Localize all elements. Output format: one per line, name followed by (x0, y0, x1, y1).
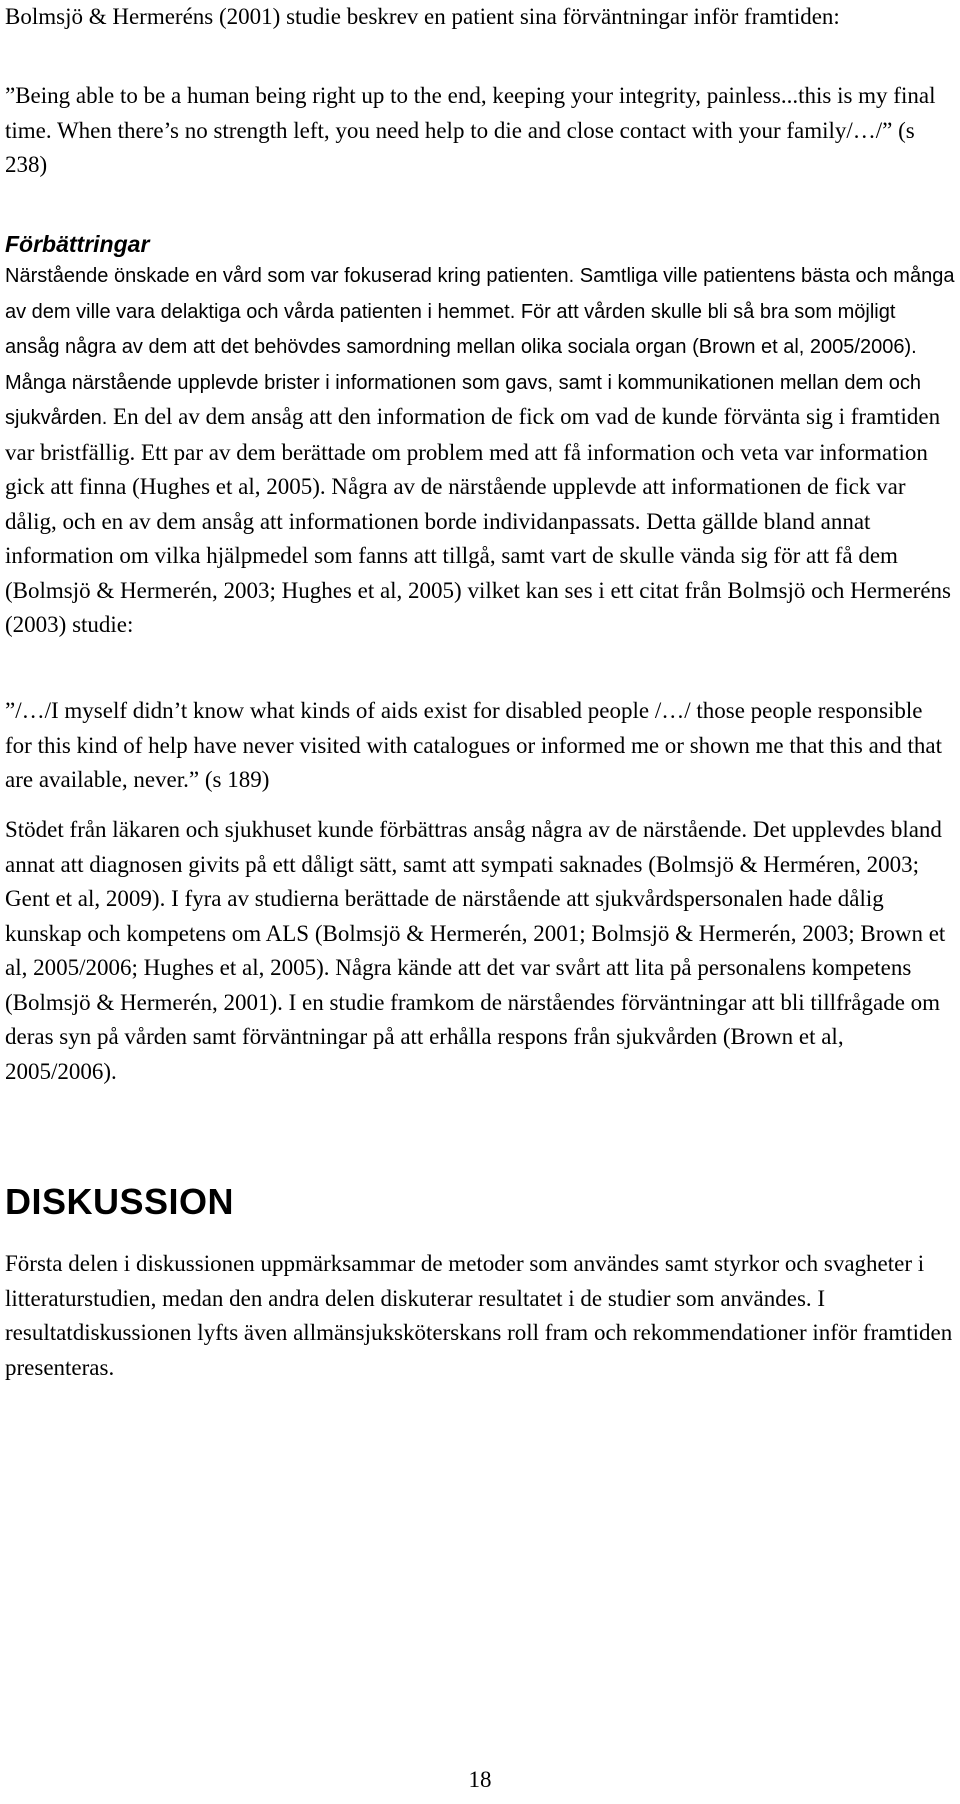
intro-paragraph: Bolmsjö & Hermeréns (2001) studie beskrev en patient sina förväntningar inför framtiden: (5, 4, 840, 29)
paragraph-diskussion-intro: Första delen i diskussionen uppmärksammar de metoder som användes samt styrkor och svagheter i litteraturstudien, medan den andra delen diskuterar resultatet i de studier som användes. I resultatdiskussionen lyfts även allmänsjuksköterskans roll fram och rekommendationer inför framtiden presenteras. (5, 1251, 953, 1380)
quote-block-1: ”Being able to be a human being right up to the end, keeping your integrity, painless...this is my final time. When there’s no strength left, you need help to die and close contact with your family/…/” (s 238) (5, 83, 936, 177)
quote-block-2: ”/…/I myself didn’t know what kinds of aids exist for disabled people /…/ those people responsible for this kind of help have never visited with catalogues or informed me or shown me that this and that are available, never.” (s 189) (5, 698, 943, 792)
section-heading-diskussion: DISKUSSION (5, 1181, 235, 1222)
paragraph-stodet: Stödet från läkaren och sjukhuset kunde förbättras ansåg några av de närstående. Det upplevdes bland annat att diagnosen givits på ett dåligt sätt, samt att sympati saknades (Bolmsjö & Herméren, 2003; Gent et al, 2009). I fyra av studierna berättade de närstående att sjukvårdspersonalen hade dålig kunskap och kompetens om ALS (Bolmsjö & Hermerén, 2001; Bolmsjö & Hermerén, 2003; Brown et al, 2005/2006; Hughes et al, 2005). Några kände att det var svårt att lita på personalens kompetens (Bolmsjö & Hermerén, 2001). I en studie framkom de närståendes förväntningar att bli tillfrågade om deras syn på vården samt förväntningar på att erhålla respons från sjukvården (Brown et al, 2005/2006). (5, 817, 946, 1084)
paragraph-forbattringar-part1: Närstående önskade en vård som var fokuserad kring patienten. Samtliga ville patientens bästa och många av dem ville vara delaktiga och vårda patienten i hemmet. För att vården skulle bli så bra som möjligt ansåg några av dem att det behövdes samordning mellan olika sociala organ (Brown et al, 2005/2006). Många närstående upplevde brister i informationen som gavs, samt i kommunikationen mellan dem och sjukvården. (5, 265, 955, 429)
paragraph-forbattringar (5, 258, 955, 643)
paragraph-forbattringar-part2: En del av dem ansåg att den information de fick om vad de kunde förvänta sig i framtiden var bristfällig. Ett par av dem berättade om problem med att få information och veta var information gick att finna (Hughes et al, 2005). Några av de närstående upplevde att informationen de fick var dålig, och en av dem ansåg att informationen borde individanpassats. Detta gällde bland annat information om vilka hjälpmedel som fanns att tillgå, samt vart de skulle vända sig för att få dem (Bolmsjö & Hermerén, 2003; Hughes et al, 2005) vilket kan ses i ett citat från Bolmsjö och Hermeréns (2003) studie: (5, 404, 951, 637)
section-heading-forbattringar: Förbättringar (5, 231, 150, 257)
page-number: 18 (468, 1767, 492, 1792)
